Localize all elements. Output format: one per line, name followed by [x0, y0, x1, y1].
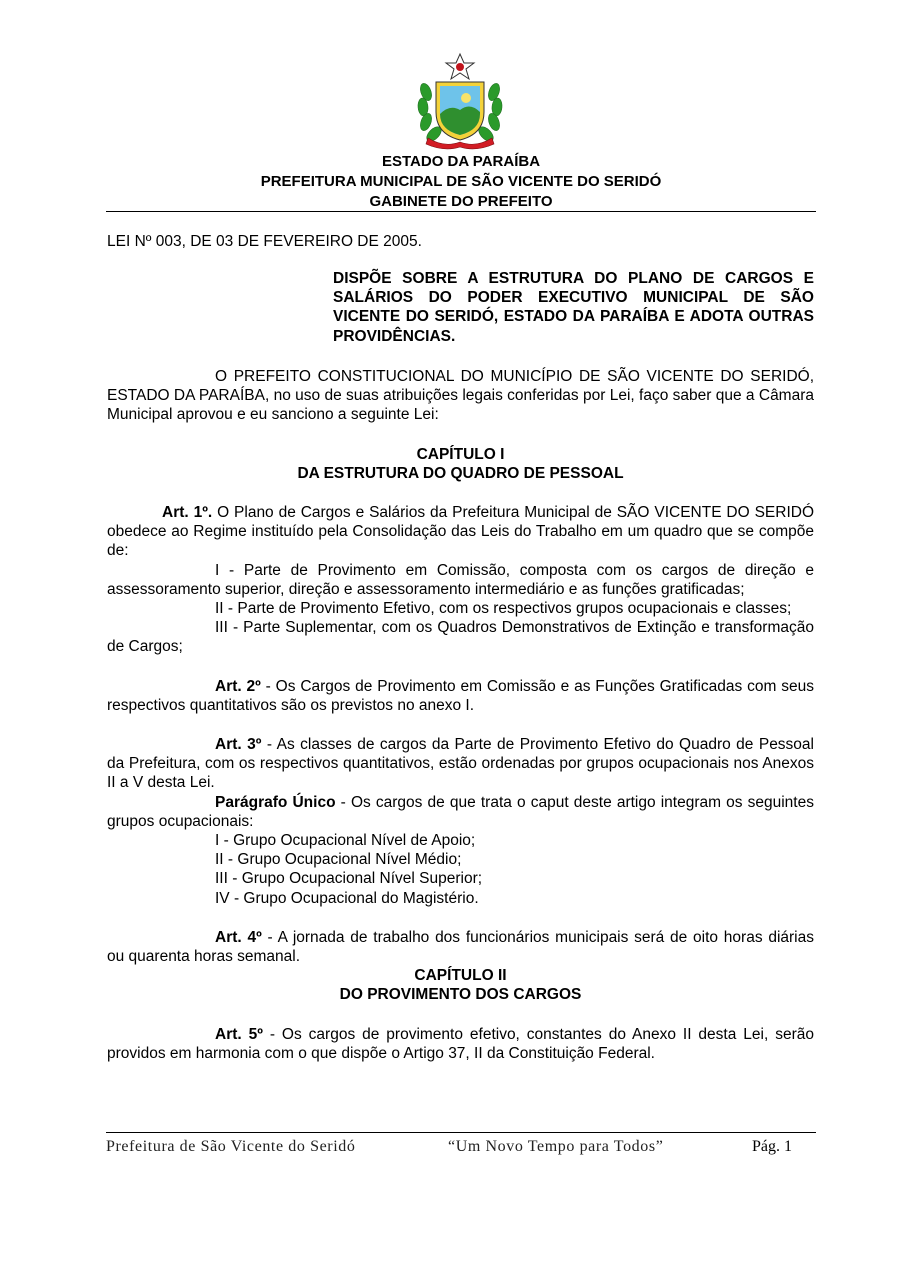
- article-4-label: Art. 4º: [215, 928, 262, 946]
- article-2-label: Art. 2º: [215, 677, 261, 695]
- page-number: Pág. 1: [752, 1138, 792, 1155]
- article-3-paragraph: [107, 793, 814, 831]
- footer-institution: Prefeitura de São Vicente do Seridó: [106, 1138, 356, 1155]
- article-1-item-1: I - Parte de Provimento em Comissão, composta com os cargos de direção e assessoramento superior, direção e assessoramento intermediário e as funções gratificadas;: [107, 561, 814, 598]
- paragraph-text: - Os cargos de que trata o caput deste artigo integram os seguintes grupos ocupacionais:: [107, 793, 814, 830]
- group-item: II - Grupo Ocupacional Nível Médio;: [215, 851, 462, 869]
- municipality-heading: PREFEITURA MUNICIPAL DE SÃO VICENTE DO SERIDÓ: [260, 173, 662, 190]
- state-heading: ESTADO DA PARAÍBA: [381, 153, 541, 170]
- law-title: LEI Nº 003, DE 03 DE FEVEREIRO DE 2005.: [107, 233, 422, 250]
- chapter-1-number: CAPÍTULO I: [416, 445, 505, 463]
- article-3-text: - As classes de cargos da Parte de Provimento Efetivo do Quadro de Pessoal da Prefeitura, com os respectivos quantitativos, estão ordenadas por grupos ocupacionais nos Anexos II a V desta Lei.: [107, 736, 814, 792]
- law-body: [107, 367, 814, 1063]
- article-2: [107, 677, 814, 715]
- header-divider: [106, 211, 816, 212]
- page-footer: [106, 1137, 798, 1156]
- chapter-2-title: DO PROVIMENTO DOS CARGOS: [339, 986, 582, 1004]
- office-heading: GABINETE DO PREFEITO: [369, 193, 553, 210]
- article-5-text: - Os cargos de provimento efetivo, constantes do Anexo II desta Lei, serão providos em harmonia com o que dispõe o Artigo 37, II da Constituição Federal.: [107, 1025, 814, 1062]
- group-item: III - Grupo Ocupacional Nível Superior;: [215, 870, 483, 888]
- article-5-label: Art. 5º: [215, 1025, 263, 1043]
- footer-motto: “Um Novo Tempo para Todos”: [448, 1138, 664, 1155]
- article-5: [107, 1025, 814, 1063]
- article-2-text: - Os Cargos de Provimento em Comissão e as Funções Gratificadas com seus respectivos quantitativos são os previstos no anexo I.: [107, 677, 814, 714]
- preamble: O PREFEITO CONSTITUCIONAL DO MUNICÍPIO DE SÃO VICENTE DO SERIDÓ, ESTADO DA PARAÍBA, no uso de suas atribuições legais conferidas por Lei, faço saber que a Câmara Municipal aprovou e eu sanciono a seguinte Lei:: [107, 368, 814, 424]
- article-1: [107, 503, 814, 561]
- article-1-item-3: III - Parte Suplementar, com os Quadros Demonstrativos de Extinção e transformação de Cargos;: [107, 619, 814, 656]
- article-3: [107, 735, 814, 793]
- group-item: IV - Grupo Ocupacional do Magistério.: [215, 889, 479, 907]
- article-4-text: - A jornada de trabalho dos funcionários municipais será de oito horas diárias ou quarenta horas semanal.: [107, 928, 814, 966]
- coat-of-arms-icon: [414, 52, 506, 152]
- article-1-label: Art. 1º.: [162, 504, 213, 522]
- article-4: [107, 928, 814, 966]
- article-3-label: Art. 3º: [215, 736, 262, 754]
- ementa: DISPÕE SOBRE A ESTRUTURA DO PLANO DE CARGOS E SALÁRIOS DO PODER EXECUTIVO MUNICIPAL DE SÃO VICENTE DO SERIDÓ, ESTADO DA PARAÍBA E ADOTA OUTRAS PROVIDÊNCIAS.: [333, 270, 814, 345]
- paragraph-label: Parágrafo Único: [215, 793, 336, 811]
- footer-divider: [106, 1132, 816, 1133]
- group-item: I - Grupo Ocupacional Nível de Apoio;: [215, 832, 476, 850]
- chapter-2-number: CAPÍTULO II: [414, 967, 507, 985]
- article-1-text: O Plano de Cargos e Salários da Prefeitura Municipal de SÃO VICENTE DO SERIDÓ obedece ao Regime instituído pela Consolidação das Leis do Trabalho em um quadro que se compõe de:: [107, 504, 814, 560]
- article-1-item-2: II - Parte de Provimento Efetivo, com os respectivos grupos ocupacionais e classes;: [215, 600, 792, 618]
- chapter-1-title: DA ESTRUTURA DO QUADRO DE PESSOAL: [297, 464, 624, 482]
